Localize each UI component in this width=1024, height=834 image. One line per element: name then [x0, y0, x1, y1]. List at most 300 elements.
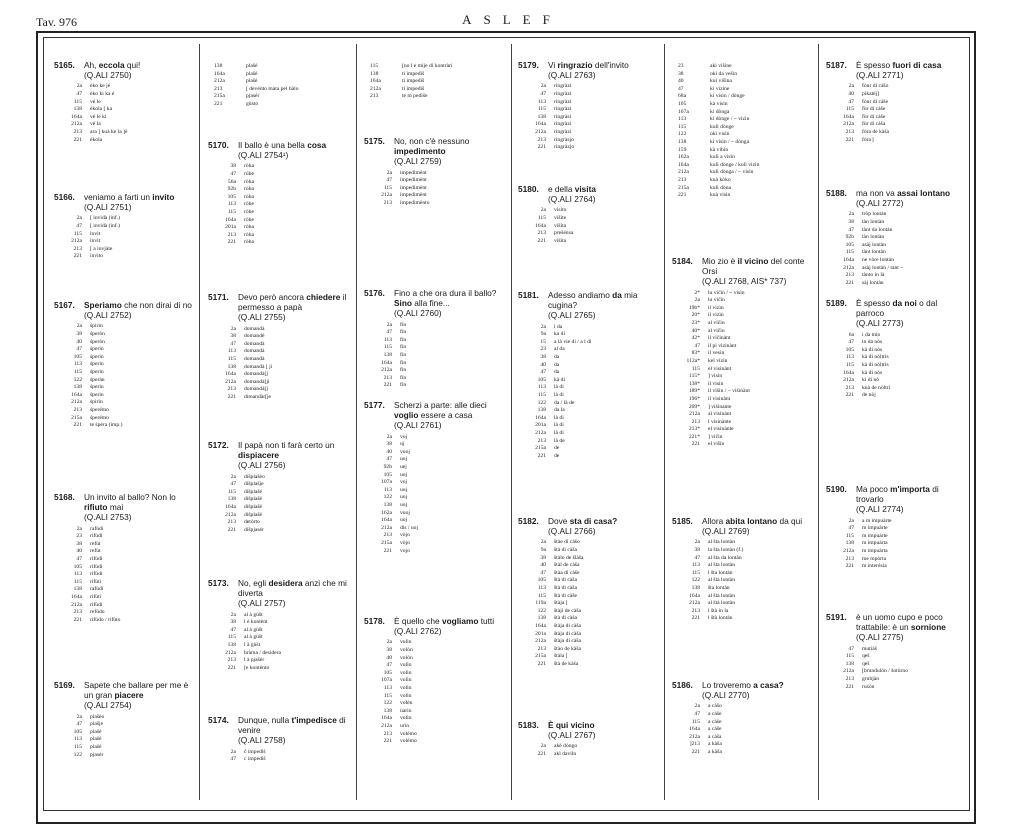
- dialect-form: dimandàr[je: [244, 393, 272, 400]
- dialect-form: de: [554, 452, 560, 459]
- dialect-form: uej: [400, 463, 407, 470]
- dialect-form: voj: [400, 479, 408, 486]
- atlas-title: ASLEF: [462, 12, 562, 27]
- dialect-form: voj: [400, 433, 408, 440]
- dialect-form: rifùdi: [90, 571, 103, 578]
- dialect-form: kel vizìn: [708, 357, 728, 364]
- dialect-form: vìsito: [554, 207, 567, 214]
- survey-point: 164a: [535, 622, 546, 629]
- response-row: [58, 215, 194, 223]
- response-row: [676, 608, 812, 616]
- dialect-form: rifùdi: [90, 563, 103, 570]
- survey-point: 2a: [386, 169, 392, 176]
- dialect-form: ringràzjo: [554, 144, 575, 151]
- question-text-pre: Adesso andiamo: [548, 290, 613, 300]
- response-row: [522, 422, 658, 430]
- survey-point: 221: [845, 279, 854, 286]
- survey-point: 212a: [689, 411, 700, 418]
- dialect-form: uoj: [400, 494, 408, 501]
- response-row: [522, 615, 658, 623]
- question-reference: (Q.ALI 2758): [238, 735, 286, 746]
- question-header: [672, 256, 812, 287]
- dialect-form: [brundulòn / šotùrno: [862, 668, 908, 675]
- survey-point: 213: [227, 231, 236, 238]
- survey-point: 42*: [691, 335, 700, 342]
- dialect-form: refùdo: [90, 609, 105, 616]
- response-row: [676, 358, 812, 366]
- column-5: [672, 60, 812, 800]
- question-text: [548, 184, 658, 204]
- survey-point: 40: [678, 78, 684, 85]
- dialect-form: al štà lontàn: [708, 577, 736, 584]
- response-row: [58, 399, 194, 407]
- survey-point: 38: [540, 554, 546, 561]
- question-reference: (Q.ALI 2764): [548, 194, 596, 205]
- response-row: [522, 661, 658, 669]
- response-list: [522, 743, 658, 758]
- dialect-form: da: [554, 361, 560, 368]
- question-text: [548, 60, 658, 80]
- question-entry: [208, 715, 348, 764]
- dialect-form: štà de kàša: [554, 660, 579, 667]
- response-row: [522, 600, 658, 608]
- dialect-form: štàja di càša: [554, 622, 582, 629]
- dialect-form: il vizìn: [708, 312, 724, 319]
- dialect-form: domandà [ ji: [244, 363, 273, 370]
- survey-point: 213: [214, 85, 223, 92]
- response-row: [830, 272, 966, 280]
- survey-point: 213: [227, 657, 236, 664]
- dialect-form: i da mìo: [862, 331, 881, 338]
- survey-point: 164a: [535, 121, 546, 128]
- survey-point: 162a: [678, 154, 689, 161]
- dialect-form: domandà: [244, 355, 265, 362]
- response-row: [58, 377, 194, 385]
- survey-point: 47: [848, 339, 854, 346]
- dialect-form: tròp lontàn: [862, 211, 887, 218]
- dialect-form: štàji de càša: [554, 607, 582, 614]
- dialect-form: a là vie di / a l dì: [554, 338, 592, 345]
- survey-point: 221: [227, 239, 236, 246]
- response-row: [368, 479, 504, 487]
- response-row: [522, 377, 658, 385]
- question-text-pre: No, non c'è nessuno: [394, 136, 470, 146]
- dialect-form: l é kontènt: [244, 619, 268, 626]
- question-text: [238, 140, 348, 160]
- dialect-form: akì vìšine: [710, 63, 732, 69]
- response-row: [676, 703, 812, 711]
- dialect-form: śpirin: [90, 399, 103, 406]
- survey-point: 115: [383, 692, 392, 699]
- question-keyword: vogliamo: [441, 616, 479, 626]
- dialect-form: da: [554, 369, 560, 376]
- survey-point: 2a: [386, 433, 392, 440]
- survey-point: 47: [230, 340, 236, 347]
- dialect-form: tànt da lontàn: [862, 226, 893, 233]
- survey-point: 164a: [225, 371, 236, 378]
- question-text: [394, 136, 504, 167]
- survey-point: 215a: [535, 653, 546, 660]
- survey-point: 38: [230, 333, 236, 340]
- question-entry: [826, 188, 966, 287]
- question-reference: (Q.ALI 2774): [856, 504, 904, 515]
- question-keyword: dispiacere: [238, 450, 280, 461]
- survey-point: 40: [386, 448, 392, 455]
- dialect-form: ròba: [244, 239, 254, 246]
- survey-point: 47: [694, 342, 700, 349]
- survey-point: 201a: [225, 224, 236, 231]
- dialect-form: śperàn: [90, 376, 105, 383]
- survey-point: 122: [73, 751, 82, 758]
- response-row: [212, 627, 348, 635]
- response-row: [830, 137, 966, 145]
- survey-point: 138: [383, 707, 392, 714]
- entry-continuation: [364, 60, 504, 101]
- response-list: [368, 170, 504, 208]
- response-row: [676, 169, 812, 177]
- survey-point: 9a: [540, 331, 546, 338]
- dialect-form: uoj: [400, 517, 408, 524]
- survey-point: 105: [73, 353, 82, 360]
- response-row: [522, 362, 658, 370]
- dialect-form: štào de kàša: [554, 645, 582, 652]
- response-row: [212, 93, 348, 101]
- dialect-form: èkola [ ka: [90, 106, 113, 113]
- response-row: [368, 517, 504, 525]
- survey-point: 105: [73, 728, 82, 735]
- dialect-form: invìt: [90, 238, 101, 245]
- question-number: 5176.: [364, 288, 385, 298]
- survey-point: 115: [227, 634, 236, 641]
- question-reference: (Q.ALI 2773): [856, 318, 904, 329]
- response-row: [58, 407, 194, 415]
- response-row: [368, 200, 504, 208]
- dialect-form: vuoj: [400, 448, 410, 455]
- survey-point: 212a: [843, 547, 854, 554]
- question-entry: [518, 720, 658, 759]
- survey-point: 221: [214, 100, 223, 107]
- survey-point: 19b*: [688, 304, 700, 311]
- survey-point: 164a: [843, 113, 854, 120]
- question-header: [208, 440, 348, 471]
- dialect-form: [ invidà (inf.): [90, 223, 120, 229]
- dialect-form: fùr di càše: [862, 113, 886, 120]
- question-reference: (Q.ALI 2751): [84, 202, 132, 213]
- survey-point: 2a: [540, 743, 546, 750]
- survey-point: 47: [848, 645, 854, 652]
- survey-point: 115: [537, 592, 546, 599]
- survey-point: 38: [386, 441, 392, 448]
- response-list: [676, 539, 812, 623]
- dialect-form: da: [554, 353, 560, 360]
- dialect-form: vìšita: [554, 237, 567, 244]
- survey-point: 2a: [76, 713, 82, 720]
- dialect-form: rifùdo / rifùto: [90, 616, 121, 623]
- survey-point: 92b: [845, 234, 854, 241]
- dialect-form: kà visìn: [710, 100, 728, 107]
- dialect-form: kulì dònge: [710, 123, 734, 130]
- question-text-pre: Dove: [548, 516, 570, 526]
- dialect-form: là de: [554, 437, 565, 444]
- question-keyword: abita lontano: [725, 516, 778, 526]
- dialect-form: m impuàrte: [862, 532, 888, 539]
- survey-point: 213: [537, 437, 546, 444]
- response-list: [830, 83, 966, 144]
- response-row: [676, 547, 812, 555]
- survey-point: 2a: [848, 517, 854, 524]
- survey-point: 212a: [678, 169, 689, 176]
- response-row: [676, 162, 812, 170]
- response-list: [368, 434, 504, 556]
- response-row: [676, 101, 812, 109]
- response-row: [676, 726, 812, 734]
- question-text-pre: Scherzi a parte: alle dieci: [394, 400, 487, 410]
- dialect-form: volìn: [400, 684, 412, 691]
- dialect-form: kulì a visìn: [710, 154, 735, 161]
- question-text: [238, 715, 348, 746]
- question-keyword: eccola: [98, 60, 125, 70]
- response-row: [368, 86, 504, 94]
- dialect-form: ròba: [244, 231, 254, 238]
- question-keyword: sta di casa?: [569, 516, 618, 526]
- question-header: [826, 298, 966, 329]
- survey-point: 164a: [71, 391, 82, 398]
- response-row: [676, 426, 812, 434]
- question-reference: (Q.ALI 2756): [238, 460, 286, 471]
- survey-point: 122: [73, 376, 82, 383]
- question-reference: (Q.ALI 2775): [856, 632, 904, 643]
- survey-point: 221: [383, 738, 392, 745]
- survey-point: 221: [678, 192, 687, 199]
- survey-point: 2a: [230, 325, 236, 332]
- survey-point: 47: [76, 346, 82, 353]
- response-row: [58, 114, 194, 122]
- question-keyword: a casa?: [753, 680, 784, 690]
- dialect-form: l à gùšt: [244, 641, 261, 648]
- response-row: [676, 185, 812, 193]
- survey-point: 83*: [691, 350, 700, 357]
- response-row: [212, 71, 348, 79]
- response-list: [830, 518, 966, 571]
- response-row: [212, 101, 348, 109]
- survey-point: 122: [537, 399, 546, 406]
- survey-point: 221: [383, 382, 392, 389]
- dialect-form: al šta lontàn: [708, 539, 736, 546]
- response-row: [212, 209, 348, 217]
- survey-point: 221: [845, 136, 854, 143]
- response-row: [830, 114, 966, 122]
- dialect-form: vé la: [90, 121, 101, 128]
- survey-point: 105: [227, 193, 236, 200]
- survey-point: 215a: [678, 184, 689, 191]
- question-number: 5190.: [826, 484, 847, 494]
- survey-point: 38: [540, 353, 546, 360]
- response-row: [522, 384, 658, 392]
- survey-point: 6a: [848, 331, 854, 338]
- survey-point: 115: [227, 208, 236, 215]
- survey-point: 221: [691, 748, 700, 755]
- survey-point: 47: [540, 91, 546, 97]
- response-row: [676, 366, 812, 374]
- survey-point: 23: [540, 346, 546, 353]
- dialect-form: aké dòngo: [554, 743, 578, 750]
- response-list: [58, 323, 194, 429]
- dialect-form: plašé: [90, 728, 102, 735]
- question-reference: (Q.ALI 2761): [394, 420, 442, 431]
- response-row: [676, 539, 812, 547]
- survey-point: 47: [76, 91, 82, 97]
- dialect-form: grubjàn: [862, 675, 880, 682]
- survey-point: 164a: [381, 359, 392, 366]
- survey-point: 122: [383, 494, 392, 501]
- response-list: [368, 639, 504, 745]
- dialect-form: ròbe: [244, 208, 254, 215]
- survey-point: 164a: [370, 78, 381, 85]
- response-list: [58, 714, 194, 760]
- question-reference: (Q.ALI 2772): [856, 198, 904, 209]
- response-row: [58, 721, 194, 729]
- response-list: [522, 83, 658, 151]
- question-number: 5186.: [672, 680, 693, 690]
- survey-point: 2a: [540, 539, 546, 546]
- survey-point: 164a: [535, 414, 546, 421]
- dialect-form: plašé: [246, 78, 258, 85]
- dialect-form: [ a invjàte: [90, 245, 113, 252]
- question-keyword: t'impedisce: [291, 715, 337, 725]
- question-reference: (Q.ALI 2762): [394, 626, 442, 637]
- dialect-form: il pì vizinànt: [708, 342, 737, 349]
- response-row: [830, 219, 966, 227]
- question-text-pre: Devo però ancora: [238, 292, 307, 302]
- question-text: [548, 720, 658, 740]
- survey-point: 2a: [540, 323, 546, 330]
- dialect-form: rifùdi: [90, 601, 103, 608]
- question-reference: (Q.ALI 2752): [84, 310, 132, 321]
- survey-point: 201a: [535, 422, 546, 429]
- dialect-form: i da: [554, 323, 563, 330]
- dialect-form: me mpòrta: [862, 555, 887, 562]
- response-row: [830, 332, 966, 340]
- plate-number: Tav. 976: [36, 15, 78, 29]
- question-text: [238, 578, 348, 609]
- response-row: [212, 619, 348, 627]
- dialect-form: rifùdi: [90, 555, 103, 562]
- survey-point: 47: [848, 226, 854, 233]
- survey-point: 105: [678, 100, 687, 107]
- response-row: [212, 163, 348, 171]
- survey-point: 213: [73, 609, 82, 616]
- question-number: 5169.: [54, 680, 75, 690]
- dialect-form: ròbe: [244, 201, 254, 208]
- dialect-form: dišplašje: [244, 481, 264, 488]
- response-row: [368, 540, 504, 548]
- survey-point: 213: [383, 374, 392, 381]
- survey-point: 2a: [848, 211, 854, 218]
- response-row: [212, 201, 348, 209]
- survey-point: 164a: [689, 592, 700, 599]
- survey-point: 221: [73, 253, 82, 260]
- column-separator: [199, 44, 200, 800]
- response-row: [676, 343, 812, 351]
- survey-point: 92b: [227, 186, 236, 193]
- survey-point: 138: [845, 540, 854, 547]
- dialect-form: l šta lontàn: [708, 569, 733, 576]
- column-1: [54, 60, 194, 800]
- response-row: [58, 129, 194, 137]
- survey-point: 138: [227, 363, 236, 370]
- dialect-form: plašé: [90, 736, 102, 743]
- response-row: [830, 370, 966, 378]
- dialect-form: štàla [: [554, 653, 568, 660]
- survey-point: 115: [537, 391, 546, 398]
- response-row: [368, 352, 504, 360]
- dialect-form: ti ìmpedìš: [402, 85, 425, 92]
- response-row: [212, 379, 348, 387]
- response-row: [368, 700, 504, 708]
- survey-point: 47: [386, 329, 392, 336]
- question-text-pre: veniamo a farti un: [84, 192, 153, 202]
- survey-point: 40: [386, 654, 392, 661]
- survey-point: 115: [691, 365, 700, 372]
- response-row: [58, 83, 194, 91]
- response-row: [58, 526, 194, 534]
- response-list: [830, 211, 966, 287]
- dialect-form: domandà: [244, 325, 265, 332]
- response-row: [676, 741, 812, 749]
- dialect-form: sàj lontàn: [862, 279, 884, 286]
- dialect-form: volìn: [400, 715, 412, 722]
- dialect-form: prešénsa: [554, 230, 574, 237]
- response-row: [676, 434, 812, 442]
- question-header: [364, 400, 504, 431]
- response-list: [522, 207, 658, 245]
- dialect-form: volémo: [400, 730, 417, 737]
- dialect-form: ròba: [244, 163, 254, 170]
- dialect-form: te m pedìše: [402, 93, 428, 100]
- question-entry: [364, 400, 504, 555]
- question-keyword: assai lontano: [897, 188, 951, 198]
- response-row: [830, 339, 966, 347]
- survey-point: 212a: [535, 128, 546, 135]
- response-row: [368, 685, 504, 693]
- survey-point: 213: [678, 176, 687, 183]
- survey-point: 221: [537, 237, 546, 244]
- dialect-form: da la: [554, 407, 565, 414]
- dialect-form: vòjo: [400, 539, 410, 546]
- survey-point: 47: [386, 662, 392, 669]
- dialect-form: plašé: [246, 63, 258, 69]
- dialect-form: č impedìš: [244, 748, 266, 755]
- response-row: [522, 547, 658, 555]
- dialect-form: ìmpedimènt: [400, 184, 427, 191]
- dialect-form: invito: [90, 253, 104, 260]
- survey-point: 221: [73, 136, 82, 143]
- column-2: [208, 60, 348, 800]
- question-keyword: il vicino: [737, 256, 769, 266]
- response-row: [212, 171, 348, 179]
- dialect-form: l visinànte: [708, 418, 732, 425]
- response-row: [830, 249, 966, 257]
- response-row: [58, 541, 194, 549]
- question-keyword: invito: [152, 192, 175, 202]
- dialect-form: ringràsjo: [554, 136, 574, 143]
- survey-point: 2a: [76, 525, 82, 532]
- question-header: [208, 292, 348, 323]
- response-row: [522, 438, 658, 446]
- question-entry: [54, 492, 194, 624]
- survey-point: 212a: [689, 733, 700, 740]
- question-text-pre: Sapete che ballare per me è un gran: [84, 680, 189, 701]
